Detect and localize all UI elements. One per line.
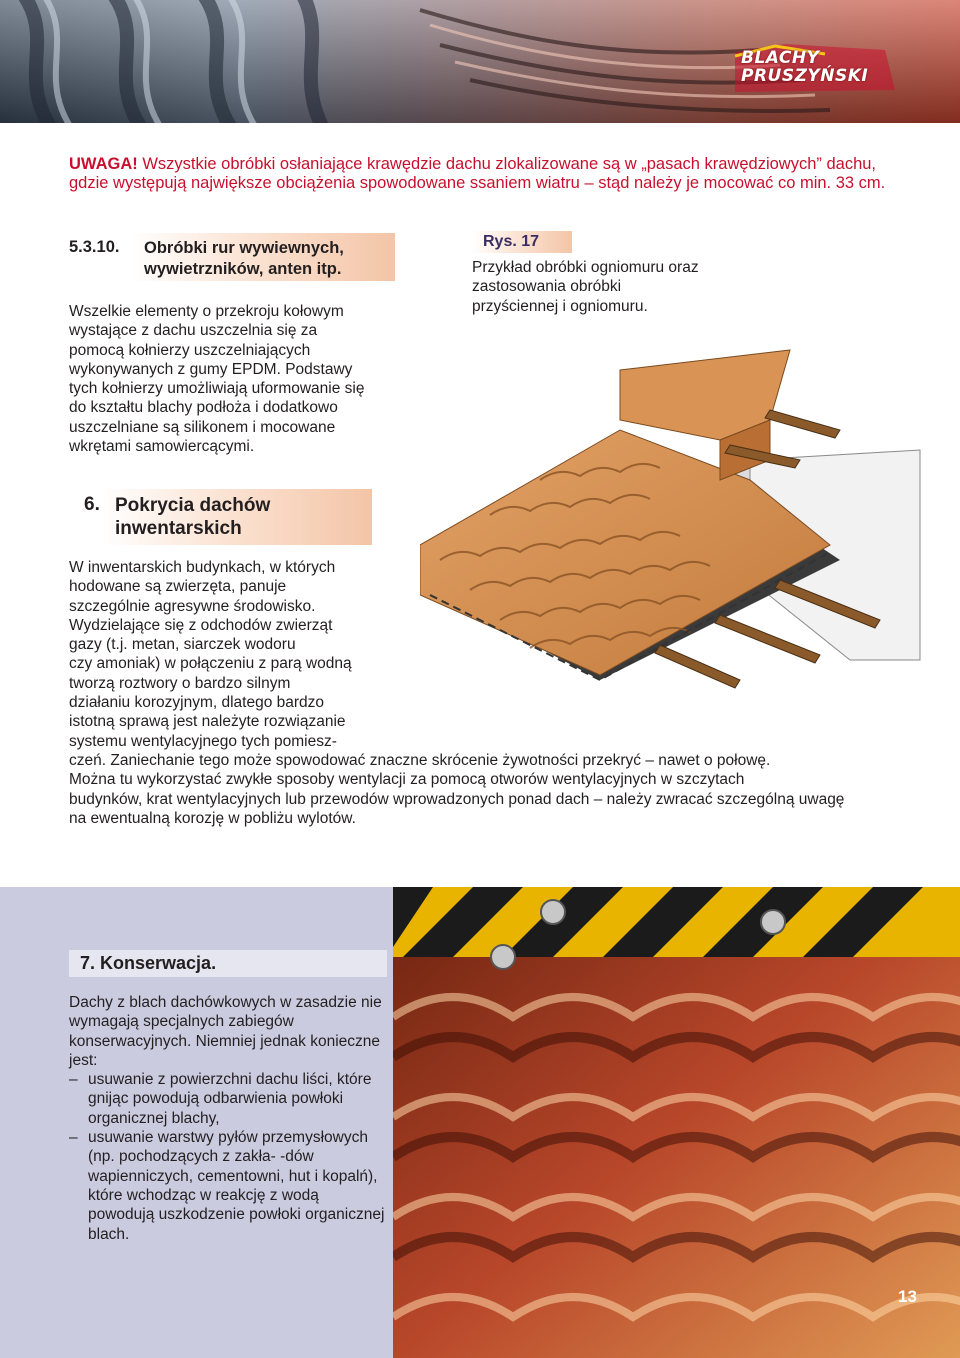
figure-caption: Przykład obróbki ogniomuru oraz zastosowania obróbki przyściennej i ogniomuru. <box>472 259 699 315</box>
body-line: Wydzielające się z odchodów zwierząt <box>69 616 333 634</box>
roof-tiles-photo <box>393 887 960 1358</box>
body-line: czeń. Zaniechanie tego może spowodować znaczne skrócenie żywotności przekryć – nawet o połowę. <box>69 751 771 769</box>
body-line: tworzą roztwory o bardzo silnym <box>69 674 291 692</box>
section-body <box>69 558 899 828</box>
brand-logo <box>735 44 895 94</box>
section-title-line1: Obróbki rur wywiewnych, <box>144 239 344 257</box>
body-line: czy amoniak) w połączeniu z parą wodną <box>69 655 352 673</box>
body-line: W inwentarskich budynkach, w których <box>69 559 336 576</box>
section-title: 7. Konserwacja. <box>80 953 217 973</box>
list-item-text: usuwanie z powierzchni dachu liści, które gnijąc powodują odbarwienia powłoki organicznej blachy, <box>88 1071 372 1127</box>
section-title <box>144 238 394 280</box>
logo-line2: PRUSZYŃSKI <box>741 66 869 86</box>
warning-text: Wszystkie obróbki osłaniające krawędzie dachu zlokalizowane są w „pasach krawędziowych” dachu, gdzie występują największe obciążenia spowodowane ssaniem wiatru – stąd należy je mocować co min. 33 cm. <box>69 155 886 192</box>
section-title-line1: Pokrycia dachów <box>115 495 271 516</box>
section-title-line2: inwentarskich <box>115 518 242 539</box>
body-line: działaniu korozyjnym, dlatego bardzo <box>69 694 325 712</box>
body-line: hodowane są zwierzęta, panuje <box>69 578 287 596</box>
body-line: budynków, krat wentylacyjnych lub przewodów wprowadzonych ponad dach – należy zwracać szczególną uwagę <box>69 790 845 808</box>
body-line: gazy (t.j. metan, siarczek wodoru <box>69 636 296 654</box>
body-line: szczególnie agresywne środowisko. <box>69 597 316 615</box>
body-line: systemu wentylacyjnego tych pomiesz- <box>69 732 337 750</box>
figure-label: Rys. 17 <box>483 233 540 250</box>
list-item-text: usuwanie warstwy pyłów przemysłowych (np. pochodzących z zakła- -dów wapienniczych, cementowni, hut i kopalń), które wchodząc w reakcję z wodą powodują uszkodzenie powłoki organicznej blach. <box>88 1129 385 1243</box>
body-line: istotną sprawą jest należyte rozwiązanie <box>69 713 346 731</box>
page-number: 13 <box>898 1287 917 1306</box>
body-line: Można tu wykorzystać zwykłe sposoby wentylacji za pomocą otworów wentylacyjnych w szczytach <box>69 771 745 789</box>
body-line: na ewentualną korozję w pobliżu wylotów. <box>69 809 356 827</box>
dash-bullet: – <box>69 1129 78 1147</box>
section-body <box>69 993 389 1244</box>
logo-line1: BLACHY <box>741 48 820 68</box>
intro-paragraph: Dachy z blach dachówkowych w zasadzie nie wymagają specjalnych zabiegów konserwacyjnych. Niemniej jednak konieczne jest: <box>69 994 382 1069</box>
list-item <box>69 1070 389 1128</box>
section-number: 6. <box>84 494 100 515</box>
list-item <box>69 1128 389 1244</box>
section-title-line2: wywietrzników, anten itp. <box>144 260 342 278</box>
section-number: 5.3.10. <box>69 238 120 256</box>
warning-note <box>69 155 909 193</box>
section-title <box>115 494 355 540</box>
copper-roof-photo <box>393 887 960 1358</box>
warning-label: UWAGA! <box>69 155 138 173</box>
dash-bullet: – <box>69 1071 78 1089</box>
section-body: Wszelkie elementy o przekroju kołowym wystające z dachu uszczelnia się za pomocą kołnierzy uszczelniających wykonywanych z gumy EPDM. Podstawy tych kołnierzy umożliwiają uformowanie się do kształtu blachy podłoża i dodatkowo uszczelniane są silikonem i mocowane wkrętami samowiercącymi. <box>69 303 365 456</box>
